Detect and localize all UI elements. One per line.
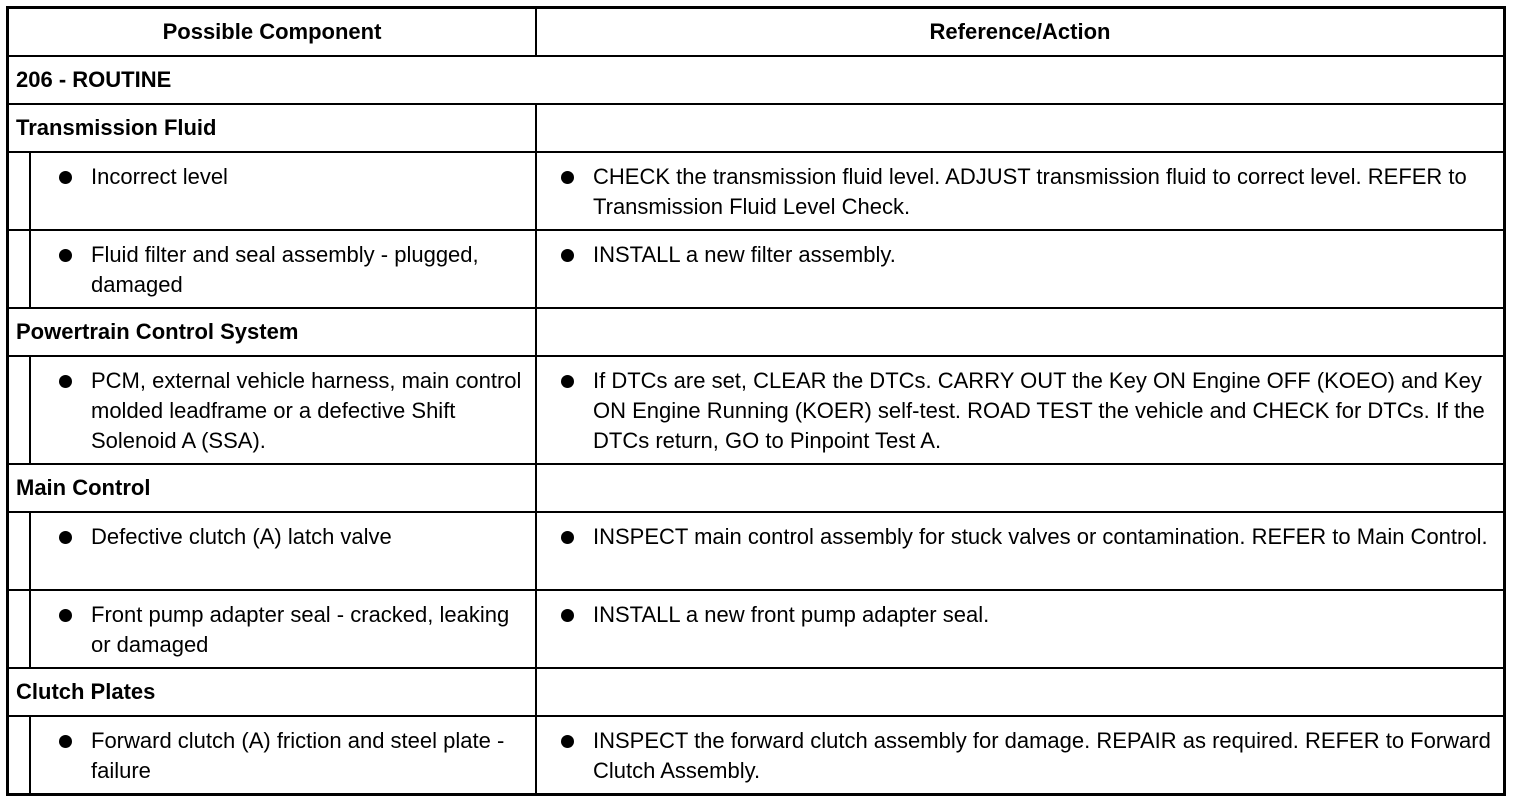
table-row	[9, 151, 1503, 229]
component-indent	[29, 591, 535, 667]
category-row	[9, 103, 1503, 151]
component-text: Defective clutch (A) latch valve	[91, 524, 392, 549]
action-bullet	[561, 600, 1493, 630]
action-text: CHECK the transmission fluid level. ADJUST transmission fluid to correct level. REFER to Transmission Fluid Level Check.	[593, 164, 1467, 219]
component-bullet	[59, 522, 529, 552]
component-indent	[29, 153, 535, 229]
component-bullet	[59, 726, 529, 786]
category-label: Clutch Plates	[9, 669, 537, 715]
action-cell	[537, 717, 1503, 793]
category-empty-cell	[537, 669, 1503, 715]
bullet-icon	[561, 171, 574, 184]
action-text: If DTCs are set, CLEAR the DTCs. CARRY OUT the Key ON Engine OFF (KOEO) and Key ON Engine Running (KOER) self-test. ROAD TEST the vehicle and CHECK for DTCs. If the DTCs return, GO to Pinpoint Test A.	[593, 368, 1485, 453]
bullet-icon	[59, 375, 72, 388]
action-text: INSTALL a new filter assembly.	[593, 242, 896, 267]
category-empty-cell	[537, 465, 1503, 511]
component-text: Fluid filter and seal assembly - plugged, damaged	[91, 242, 479, 297]
action-cell	[537, 591, 1503, 667]
action-bullet	[561, 726, 1493, 786]
bullet-icon	[561, 249, 574, 262]
bullet-icon	[561, 531, 574, 544]
action-bullet	[561, 162, 1493, 222]
table-row	[9, 355, 1503, 463]
component-bullet	[59, 240, 529, 300]
table-row	[9, 715, 1503, 793]
action-text: INSPECT main control assembly for stuck valves or contamination. REFER to Main Control.	[593, 524, 1488, 549]
table-row	[9, 589, 1503, 667]
action-bullet	[561, 366, 1493, 456]
bullet-icon	[561, 735, 574, 748]
category-row	[9, 463, 1503, 511]
action-cell	[537, 231, 1503, 307]
action-bullet	[561, 522, 1493, 552]
component-cell	[9, 513, 537, 589]
component-cell	[9, 357, 537, 463]
category-empty-cell	[537, 105, 1503, 151]
component-cell	[9, 153, 537, 229]
component-indent	[29, 513, 535, 589]
component-text: Forward clutch (A) friction and steel plate - failure	[91, 728, 505, 783]
component-indent	[29, 357, 535, 463]
action-cell	[537, 153, 1503, 229]
table-header-row	[9, 9, 1503, 55]
bullet-icon	[59, 609, 72, 622]
category-label: Powertrain Control System	[9, 309, 537, 355]
component-cell	[9, 591, 537, 667]
section-row	[9, 55, 1503, 103]
bullet-icon	[59, 171, 72, 184]
column-header-possible-component: Possible Component	[9, 9, 537, 55]
component-indent	[29, 231, 535, 307]
component-text: Front pump adapter seal - cracked, leaking or damaged	[91, 602, 510, 657]
table-row	[9, 229, 1503, 307]
section-title: 206 - ROUTINE	[16, 67, 172, 92]
bullet-icon	[561, 609, 574, 622]
category-row	[9, 667, 1503, 715]
action-cell	[537, 357, 1503, 463]
component-text: PCM, external vehicle harness, main control molded leadframe or a defective Shift Solenoid A (SSA).	[91, 368, 522, 453]
component-text: Incorrect level	[91, 164, 228, 189]
bullet-icon	[561, 375, 574, 388]
component-cell	[9, 231, 537, 307]
category-empty-cell	[537, 309, 1503, 355]
bullet-icon	[59, 531, 72, 544]
component-bullet	[59, 366, 529, 456]
diagnosis-table	[6, 6, 1506, 796]
bullet-icon	[59, 249, 72, 262]
component-indent	[29, 717, 535, 793]
category-label: Main Control	[9, 465, 537, 511]
action-text: INSPECT the forward clutch assembly for damage. REPAIR as required. REFER to Forward Clutch Assembly.	[593, 728, 1491, 783]
table-row	[9, 511, 1503, 589]
category-label: Transmission Fluid	[9, 105, 537, 151]
action-text: INSTALL a new front pump adapter seal.	[593, 602, 990, 627]
action-bullet	[561, 240, 1493, 270]
action-cell	[537, 513, 1503, 589]
component-cell	[9, 717, 537, 793]
category-row	[9, 307, 1503, 355]
bullet-icon	[59, 735, 72, 748]
component-bullet	[59, 162, 529, 192]
column-header-reference-action: Reference/Action	[929, 19, 1111, 44]
component-bullet	[59, 600, 529, 660]
